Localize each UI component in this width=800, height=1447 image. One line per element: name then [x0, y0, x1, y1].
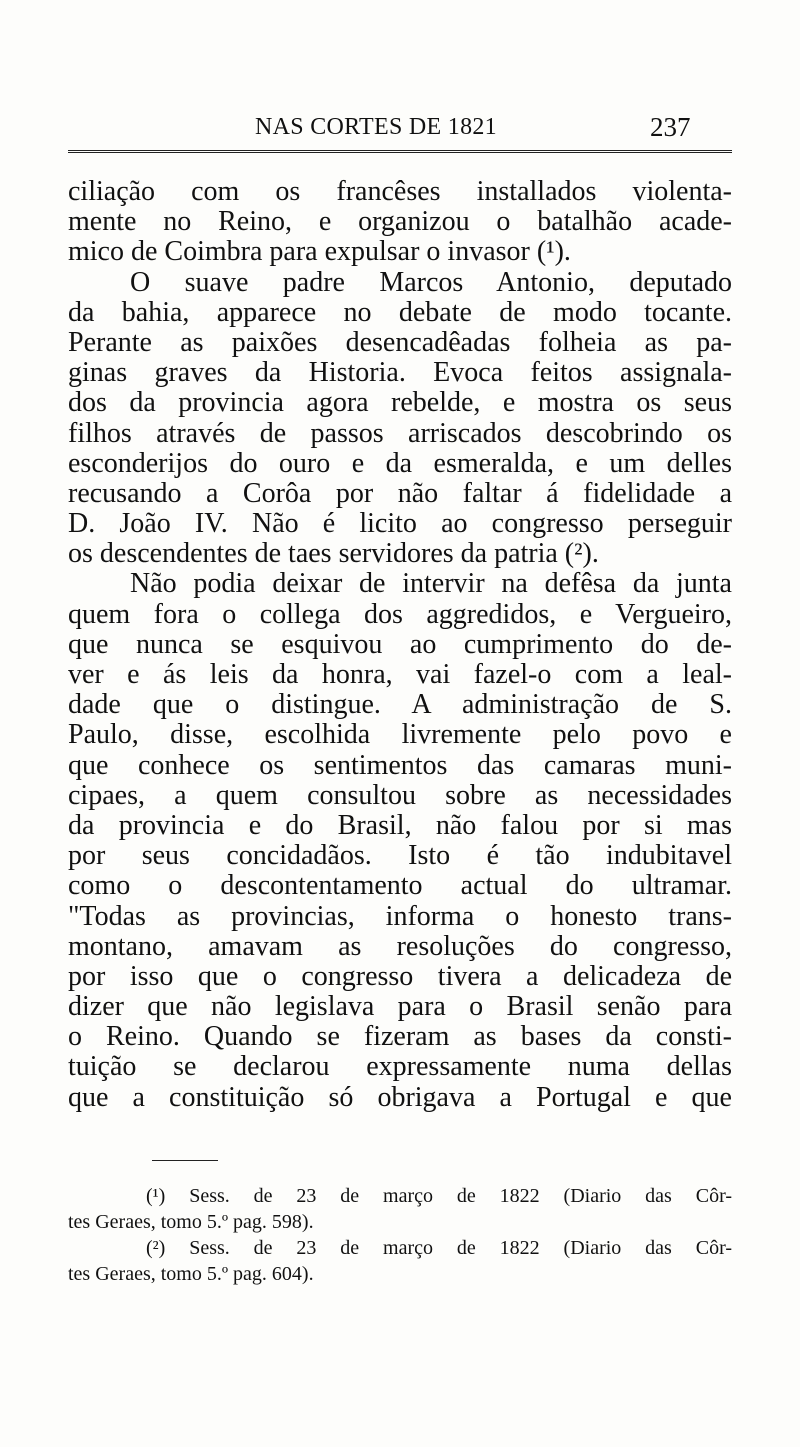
- text-line: como o descontentamento actual do ultramar.: [68, 870, 732, 902]
- text-line: dizer que não legislava para o Brasil senão para: [68, 991, 732, 1023]
- text-line: O suave padre Marcos Antonio, deputado: [130, 266, 732, 298]
- text-line: por seus concidadãos. Isto é tão indubitavel: [68, 840, 732, 872]
- text-line: tuição se declarou expressamente numa dellas: [68, 1051, 732, 1083]
- text-line: ver e ás leis da honra, vai fazel-o com a leal-: [68, 659, 732, 690]
- text-line: cipaes, a quem consultou sobre as necessidades: [68, 779, 732, 811]
- footnotes: [68, 1183, 732, 1287]
- running-title: NAS CORTES DE 1821: [255, 114, 497, 140]
- text-line: dade que o distingue. A administração de S.: [68, 689, 732, 721]
- text-line: da provincia e do Brasil, não falou por si mas: [68, 809, 732, 841]
- footnote-1-line-1: (¹) Sess. de 23 de março de 1822 (Diario das Côr-: [146, 1185, 732, 1207]
- text-line: Paulo, disse, escolhida livremente pelo povo e: [68, 719, 732, 751]
- text-line: mente no Reino, e organizou o batalhão acade-: [68, 206, 732, 238]
- text-line: "Todas as provincias, informa o honesto trans-: [68, 900, 732, 932]
- header-rule: [68, 150, 732, 153]
- text-line: Não podia deixar de intervir na defêsa da junta: [130, 568, 732, 600]
- text-line: que nunca se esquivou ao cumprimento do de-: [68, 628, 732, 660]
- footnote-2-line-2: tes Geraes, tomo 5.º pag. 604).: [68, 1263, 314, 1285]
- text-line: da bahia, apparece no debate de modo tocante.: [68, 296, 732, 328]
- text-line: filhos através de passos arriscados descobrindo os: [68, 417, 732, 449]
- text-line: montano, amavam as resoluções do congresso,: [68, 930, 732, 962]
- page-header: [0, 110, 800, 150]
- footnote-1-line-2: tes Geraes, tomo 5.º pag. 598).: [68, 1211, 314, 1233]
- footnote-rule: [152, 1160, 218, 1161]
- text-line: ciliação com os francêses installados violenta-: [68, 176, 732, 207]
- text-line: recusando a Corôa por não faltar á fidelidade a: [68, 477, 732, 509]
- text-line: o Reino. Quando se fizeram as bases da consti-: [68, 1021, 732, 1053]
- page-number: 237: [650, 112, 691, 142]
- text-line: esconderijos do ouro e da esmeralda, e um delles: [68, 447, 732, 479]
- body-text: [68, 177, 732, 1113]
- text-line: mico de Coimbra para expulsar o invasor (¹).: [68, 236, 571, 268]
- text-line: D. João IV. Não é licito ao congresso perseguir: [68, 508, 732, 540]
- text-line: quem fora o collega dos aggredidos, e Vergueiro,: [68, 598, 732, 630]
- text-line: Perante as paixões desencadêadas folheia as pa-: [68, 326, 732, 358]
- text-line: os descendentes de taes servidores da patria (²).: [68, 538, 599, 570]
- footnote-2-line-1: (²) Sess. de 23 de março de 1822 (Diario das Côr-: [146, 1237, 732, 1259]
- text-line: por isso que o congresso tivera a delicadeza de: [68, 960, 732, 992]
- text-line: que conhece os sentimentos das camaras muni-: [68, 749, 732, 781]
- text-line: dos da provincia agora rebelde, e mostra os seus: [68, 387, 732, 419]
- text-line: que a constituição só obrigava a Portugal e que: [68, 1081, 732, 1113]
- text-line: ginas graves da Historia. Evoca feitos assignala-: [68, 357, 732, 389]
